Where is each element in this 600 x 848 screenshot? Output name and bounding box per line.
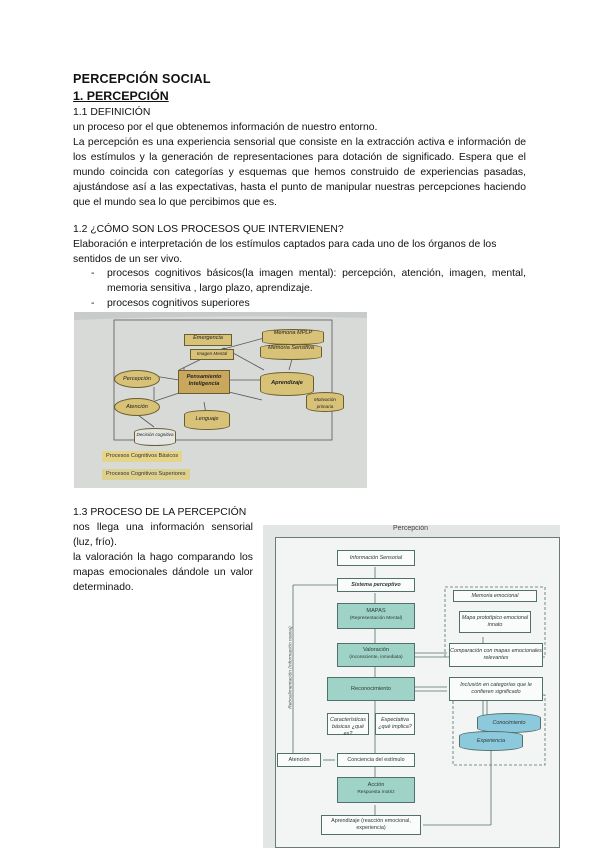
perception-line: nos llega una información sensorial (luz, frío). xyxy=(73,522,253,548)
reconocimiento-node: Reconocimiento xyxy=(327,677,415,701)
cognitive-processes-photo xyxy=(74,312,367,488)
section-title: 1. PERCEPCIÓN xyxy=(73,89,169,103)
motivacion-node: Motivación primaria xyxy=(306,392,344,412)
atencion-node: Atención xyxy=(277,753,321,767)
conocimiento-node: Conocimiento xyxy=(477,713,541,733)
memoria-emocional-node: Memoria emocional xyxy=(453,590,537,602)
legend-basic-processes: Procesos Cognitivos Básicos xyxy=(102,451,182,462)
page-title: PERCEPCIÓN SOCIAL xyxy=(73,72,211,86)
accion-node xyxy=(337,777,415,803)
info-sensorial-node: Información Sensorial xyxy=(337,550,415,566)
feedback-side-label: Retroalimentación (información nueva) xyxy=(288,626,294,709)
imagen-mental-node: Imagen Mental xyxy=(190,349,234,360)
list-item: - procesos cognitivos básicos(la imagen mental): percepción, atención, imagen, mental, memoria sensitiva , largo plazo, aprendizaje. xyxy=(73,266,526,296)
processes-list xyxy=(73,266,526,311)
flowchart-caption: Percepción xyxy=(393,525,429,532)
mapa-prototipico-node: Mapa prototípico emocional innato xyxy=(459,611,531,633)
definition-paragraph: La percepción es una experiencia sensorial que consiste en la extracción activa e información de los estímulos y la generación de representaciones para dotación de significado. Espera que el mundo coincida con categorías y esquemas que hemos construido de experiencias pasadas, ajustándose así a las expectativas, hasta el punto de manipular nuestras percepciones haciendo que el mundo sea lo que percibimos que es. xyxy=(73,137,526,208)
mapas-node xyxy=(337,603,415,629)
perception-process-body xyxy=(73,520,253,595)
emergencia-node: Emergencia xyxy=(184,334,232,346)
perception-line: la valoración la hago comparando los mapas emocionales dándole un valor determinado. xyxy=(73,552,253,593)
mapas-sublabel: (Representación Mental) xyxy=(349,616,403,621)
valoracion-node xyxy=(337,643,415,667)
valoracion-sublabel: (inconsciente, inmediata) xyxy=(349,655,403,660)
atencion-node: Atención xyxy=(114,398,160,416)
list-item: - procesos cognitivos superiores xyxy=(73,296,526,311)
memoria-sensitiva-node: Memoria Sensitiva xyxy=(260,344,322,360)
comparacion-node: Comparación con mapas emocionales relevantes xyxy=(449,643,543,667)
expectativa-node: Expectativa ¿qué implica? xyxy=(375,713,415,735)
memoria-mplp-node: Memoria MPLP xyxy=(262,329,324,345)
processes-intro: Elaboración e interpretación de los estímulos captados para cada uno de los órganos de los sentidos de un ser vivo. xyxy=(73,239,497,265)
sistema-perceptivo-node: Sistema perceptivo xyxy=(337,578,415,592)
experiencia-node: Experiencia xyxy=(459,731,523,751)
definition-heading: 1.1 DEFINICIÓN xyxy=(73,107,151,118)
legend-higher-processes: Procesos Cognitivos Superiores xyxy=(102,469,190,480)
perception-flowchart-photo xyxy=(263,525,560,848)
accion-label: Acción xyxy=(367,782,385,788)
aprendizaje-node: Aprendizaje xyxy=(260,372,314,396)
pensamiento-node: Pensamiento Inteligencia xyxy=(178,370,230,394)
definition-line: un proceso por el que obtenemos información de nuestro entorno. xyxy=(73,122,378,133)
aprendizaje-node: Aprendizaje (reacción emocional, experiencia) xyxy=(321,815,421,835)
processes-heading: 1.2 ¿CÓMO SON LOS PROCESOS QUE INTERVIENEN? xyxy=(73,224,344,235)
valoracion-label: Valoración xyxy=(362,647,389,653)
mapas-label: MAPAS xyxy=(366,608,386,614)
percepcion-node: Percepción xyxy=(114,370,160,388)
caracteristicas-node: Características básicas ¿qué es? xyxy=(327,713,369,735)
lenguaje-node: Lenguaje xyxy=(184,410,230,430)
decision-node: Decisión cognitiva xyxy=(134,428,176,446)
definition-body xyxy=(73,120,526,210)
inclusion-node: Inclusión en categorías que le confieren significado xyxy=(449,677,543,701)
conciencia-node: Conciencia del estímulo xyxy=(337,753,415,767)
accion-sublabel: Respuesta motriz xyxy=(357,790,395,795)
perception-process-heading: 1.3 PROCESO DE LA PERCEPCIÓN xyxy=(73,507,247,518)
